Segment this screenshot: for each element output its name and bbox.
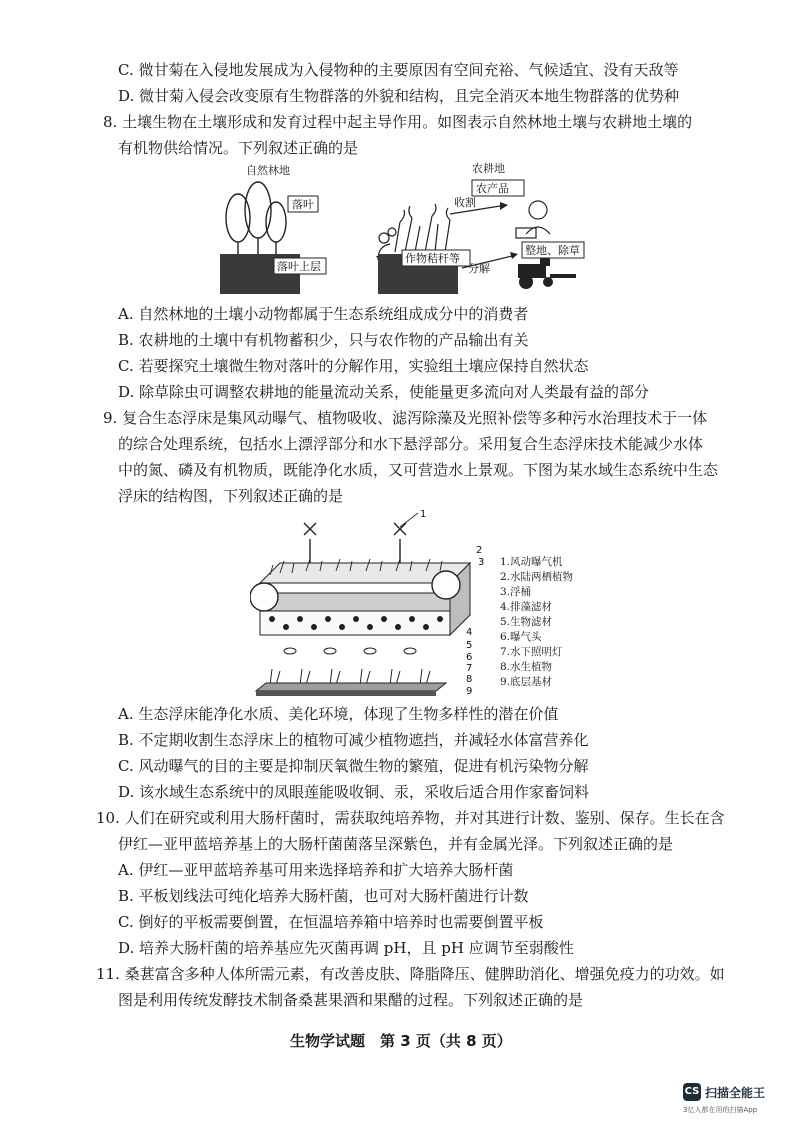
q10-option-b: B. 平板划线法可纯化培养大肠杆菌，也可对大肠杆菌进行计数: [118, 887, 529, 905]
tractor-icon: [518, 256, 576, 289]
q9-num-7: 7: [466, 663, 473, 674]
q11-stem-line-1: 11. 桑葚富含多种人体所需元素，有改善皮肤、降脂降压、健脾助消化、增强免疫力的功效。如: [96, 965, 725, 983]
q9-num-3: 3: [478, 557, 485, 568]
q9-floating-bed-figure: [250, 505, 500, 700]
float-barrel-right-icon: [432, 571, 460, 599]
q11-stem-line-2: 图是利用传统发酵技术制备桑葚果酒和果醋的过程。下列叙述正确的是: [118, 991, 584, 1009]
q9-legend-7: 7.水下照明灯: [500, 646, 563, 658]
farmer-icon: [516, 201, 550, 238]
q9-legend-5: 5.生物滤材: [500, 616, 553, 628]
q7-option-c: C. 微甘菊在入侵地发展成为入侵物种的主要原因有空间充裕、气候适宜、没有天敌等: [118, 61, 679, 79]
q9-legend-4: 4.排藻滤材: [500, 601, 553, 613]
q8-decompose-arrowhead: [510, 252, 518, 259]
q8-option-c: C. 若要探究土壤微生物对落叶的分解作用，实验组土壤应保持自然状态: [118, 357, 589, 375]
q8-luoye-shangceng-label: 落叶上层: [277, 260, 321, 273]
q9-legend-9: 9.底层基材: [500, 676, 553, 688]
q8-luoye-label: 落叶: [292, 198, 314, 211]
q10-stem-line-1: 10. 人们在研究或利用大肠杆菌时，需获取纯培养物，并对其进行计数、鉴别、保存。生长在含: [96, 809, 725, 827]
scanner-tagline: 3亿人都在用的扫描App: [683, 1106, 758, 1114]
wind-aerator-icon: [304, 523, 406, 567]
q8-shouge-label: 收割: [454, 196, 476, 209]
q8-fenjie-label: 分解: [468, 262, 490, 275]
q9-option-c: C. 风动曝气的目的主要是抑制厌氧微生物的繁殖，促进有机污染物分解: [118, 757, 589, 775]
q9-num-2: 2: [476, 545, 483, 556]
q8-stem-line-1: 8. 土壤生物在土壤形成和发育过程中起主导作用。如图表示自然林地土壤与农耕地土壤的: [103, 113, 693, 131]
q9-num-4: 4: [466, 627, 473, 638]
q8-option-a: A. 自然林地的土壤小动物都属于生态系统组成成分中的消费者: [118, 305, 529, 323]
q8-zuowu-label: 作物秸秆等: [405, 252, 460, 265]
aeration-heads-icon: [284, 648, 416, 654]
q9-stem-line-4: 浮床的结构图，下列叙述正确的是: [118, 487, 344, 505]
q9-legend-3: 3.浮桶: [500, 586, 532, 598]
q8-zhengdi-label: 整地、除草: [525, 244, 580, 257]
q9-stem-line-2: 的综合处理系统，包括水上漂浮部分和水下悬浮部分。采用复合生态浮床技术能减少水体: [118, 435, 704, 453]
q10-option-d: D. 培养大肠杆菌的培养基应先灭菌再调 pH，且 pH 应调节至弱酸性: [118, 939, 574, 957]
q9-num-8: 8: [466, 674, 473, 685]
q8-option-b: B. 农耕地的土壤中有机物蓄积少，只与农作物的产品输出有关: [118, 331, 529, 349]
q8-natural-title: 自然林地: [246, 164, 290, 177]
algae-filter-layer: [260, 593, 450, 611]
q9-legend-1: 1.风动曝气机: [500, 556, 563, 568]
q8-farm-title: 农耕地: [472, 162, 505, 175]
q8-nongchanpin-label: 农产品: [476, 182, 509, 195]
bio-filter-layer: [260, 611, 450, 635]
filter-layer-upper: [260, 583, 450, 593]
float-barrel-left-icon: [250, 583, 278, 611]
q10-option-c: C. 倒好的平板需要倒置，在恒温培养箱中培养时也需要倒置平板: [118, 913, 544, 931]
q9-legend-8: 8.水生植物: [500, 661, 553, 673]
q9-stem-line-1: 9. 复合生态浮床是集风动曝气、植物吸收、滤泻除藻及光照补偿等多种污水治理技术于一体: [103, 409, 708, 427]
base-substrate-layer: [256, 683, 446, 691]
q8-soil-figure: [200, 160, 600, 300]
q10-option-a: A. 伊红—亚甲蓝培养基可用来选择培养和扩大培养大肠杆菌: [118, 861, 514, 879]
cs-logo-icon: CS: [683, 1083, 701, 1101]
q9-num-5: 5: [466, 640, 473, 651]
q9-legend-6: 6.曝气头: [500, 631, 542, 643]
q9-option-b: B. 不定期收割生态浮床上的植物可减少植物遮挡，并减轻水体富营养化: [118, 731, 589, 749]
q8-option-d: D. 除草除虫可调整农耕地的能量流动关系，使能量更多流向对人类最有益的部分: [118, 383, 650, 401]
forest-trees-icon: [226, 182, 286, 256]
base-substrate-edge: [256, 691, 436, 696]
q9-num-9: 9: [466, 686, 473, 697]
q9-option-d: D. 该水域生态系统中的凤眼莲能吸收铜、汞，采收后适合用作家畜饲料: [118, 783, 590, 801]
q7-option-d: D. 微甘菊入侵会改变原有生物群落的外貌和结构，且完全消灭本地生物群落的优势种: [118, 87, 680, 105]
scanner-brand-name: 扫描全能王: [705, 1086, 766, 1100]
page-footer: 生物学试题 第 3 页（共 8 页）: [290, 1032, 512, 1050]
crop-plants-icon: [379, 204, 450, 252]
q8-harvest-arrowhead: [500, 202, 508, 210]
q9-stem-line-3: 中的氮、磷及有机物质，既能净化水质，又可营造水上景观。下图为某水域生态系统中生态: [118, 461, 719, 479]
q9-legend-2: 2.水陆两栖植物: [500, 571, 574, 583]
q10-stem-line-2: 伊红—亚甲蓝培养基上的大肠杆菌菌落呈深紫色，并有金属光泽。下列叙述正确的是: [118, 835, 674, 853]
q9-num-6: 6: [466, 652, 473, 663]
q8-stem-line-2: 有机物供给情况。下列叙述正确的是: [118, 139, 359, 157]
q9-option-a: A. 生态浮床能净化水质、美化环境，体现了生物多样性的潜在价值: [118, 705, 559, 723]
scanner-watermark: [683, 1080, 791, 1120]
q9-num-1: 1: [420, 509, 427, 520]
